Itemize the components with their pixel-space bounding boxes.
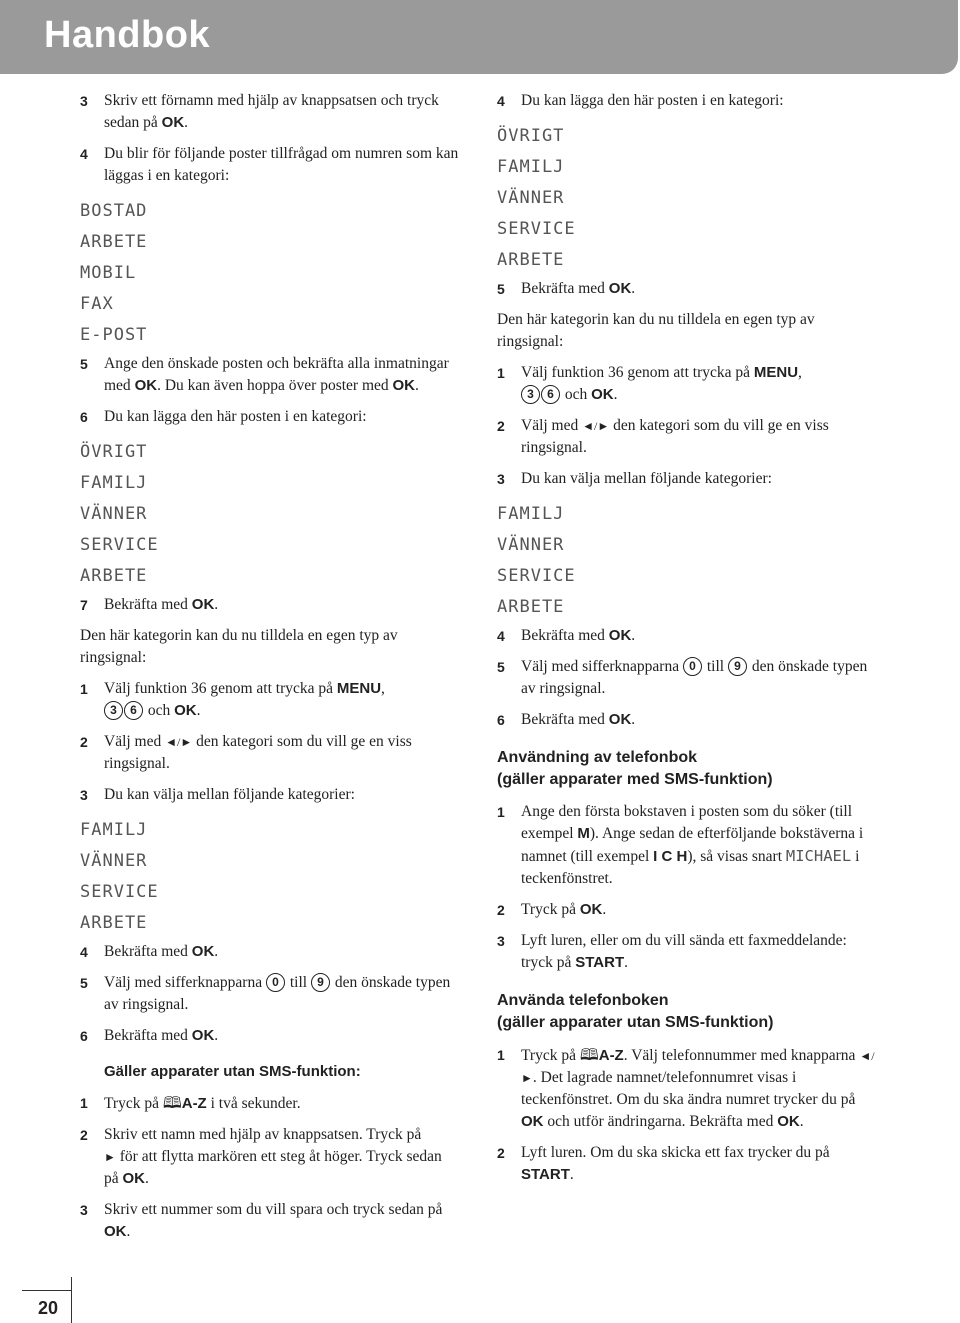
lcd-list-item: SERVICE	[80, 882, 159, 902]
step-number: 2	[80, 1127, 88, 1143]
step-item	[80, 941, 460, 963]
lcd-list-item: SERVICE	[497, 566, 576, 586]
lcd-list-item: VÄNNER	[80, 504, 148, 524]
step-number: 6	[80, 409, 88, 425]
lcd-list	[80, 196, 460, 351]
step-item	[497, 801, 877, 890]
lcd-list-item: ARBETE	[80, 913, 148, 933]
start-key: START	[575, 954, 625, 971]
step-text: .	[799, 1113, 804, 1130]
section-heading	[497, 747, 877, 791]
ok-key: OK	[608, 711, 632, 728]
left-right-arrow-icon: ◄/►	[521, 1049, 875, 1085]
step-number: 2	[80, 734, 88, 750]
step-item	[80, 1124, 460, 1190]
section-heading-line: Använda telefonboken	[497, 992, 669, 1009]
step-text: .	[184, 114, 189, 131]
step-item	[80, 1025, 460, 1047]
step-text: .	[145, 1170, 149, 1187]
digit-6-key-icon: 6	[124, 701, 143, 720]
step-number: 3	[80, 1202, 88, 1218]
step-text: .	[214, 943, 219, 960]
step-number: 2	[497, 418, 505, 434]
ok-key: OK	[104, 1223, 127, 1240]
lcd-list	[80, 815, 460, 939]
step-item	[497, 278, 877, 300]
step-text: till	[702, 658, 728, 675]
section-heading-line: Användning av telefonbok	[497, 749, 698, 766]
book-icon: 🕮	[162, 1093, 182, 1112]
digit-9-key-icon: 9	[728, 657, 747, 676]
step-item	[80, 353, 460, 397]
step-text: Välj med sifferknapparna	[521, 658, 683, 675]
menu-key: MENU	[753, 364, 799, 381]
step-item	[80, 143, 460, 187]
step-item	[80, 678, 460, 722]
step-text: ). Ange sedan de efterföljande bokstäverna i namnet (till exempel	[521, 825, 864, 865]
lcd-list-item: E-POST	[80, 325, 148, 345]
ok-key: OK	[579, 901, 603, 918]
lcd-list	[497, 499, 877, 623]
lcd-list	[497, 121, 877, 276]
step-text: Du kan lägga den här posten i en kategori:	[521, 92, 784, 109]
digit-9-key-icon: 9	[311, 973, 330, 992]
ok-key: OK	[191, 1027, 215, 1044]
left-right-arrow-icon: ◄/►	[165, 735, 193, 749]
step-text: Tryck på	[521, 901, 580, 918]
step-number: 1	[497, 1047, 505, 1063]
az-key: A-Z	[181, 1095, 207, 1112]
step-item	[497, 415, 877, 459]
step-item	[497, 362, 877, 406]
lcd-list-item: ARBETE	[497, 597, 565, 617]
ok-key: OK	[608, 280, 632, 297]
step-text: Skriv ett nummer som du vill spara och tryck sedan på	[104, 1201, 443, 1218]
step-number: 3	[80, 93, 88, 109]
paragraph: Den här kategorin kan du nu tilldela en egen typ av ringsignal:	[80, 627, 398, 666]
step-text: Välj funktion 36 genom att trycka på	[104, 680, 337, 697]
left-right-arrow-icon: ◄/►	[582, 419, 610, 433]
step-number: 1	[497, 804, 505, 820]
lcd-list-item: VÄNNER	[80, 851, 148, 871]
step-number: 5	[497, 281, 505, 297]
step-number: 5	[80, 975, 88, 991]
step-item	[497, 930, 877, 974]
step-text: Lyft luren, eller om du vill sända ett faxmeddelande: tryck på	[521, 932, 847, 971]
lcd-list-item: SERVICE	[80, 535, 159, 555]
left-column	[80, 90, 460, 1252]
step-text: Ange den första bokstaven i posten som du söker (till exempel	[521, 803, 853, 842]
step-text: Bekräfta med	[521, 280, 609, 297]
ok-key: OK	[191, 596, 215, 613]
step-text: .	[126, 1223, 131, 1240]
step-text: .	[196, 702, 201, 719]
step-item	[80, 972, 460, 1016]
step-item	[497, 899, 877, 921]
step-text: Ange den önskade posten och bekräfta alla inmatningar med	[104, 355, 449, 394]
step-text: Skriv ett förnamn med hjälp av knappsatsen och tryck sedan på	[104, 92, 439, 131]
az-key: A-Z	[598, 1047, 624, 1064]
lcd-list-item: ARBETE	[80, 566, 148, 586]
step-text: . Det lagrade namnet/telefonnumret visas i teckenfönstret. Om du ska ändra numret trycker du på	[521, 1069, 856, 1108]
lcd-list-item: FAMILJ	[80, 473, 148, 493]
step-number: 1	[497, 365, 505, 381]
step-number: 2	[497, 1145, 505, 1161]
step-item	[497, 709, 877, 731]
step-number: 3	[497, 933, 505, 949]
menu-key: MENU	[336, 680, 382, 697]
step-text: Skriv ett namn med hjälp av knappsatsen. Tryck på	[104, 1126, 422, 1143]
ok-key: OK	[392, 377, 416, 394]
step-number: 4	[497, 93, 505, 109]
header-bar	[0, 0, 958, 74]
step-text: . Välj telefonnummer med knapparna	[623, 1047, 860, 1064]
step-text: Välj med sifferknapparna	[104, 974, 266, 991]
lcd-list-item: ARBETE	[497, 250, 565, 270]
step-text: Bekräfta med	[521, 627, 609, 644]
section-heading-line: (gäller apparater utan SMS-funktion)	[497, 1014, 774, 1031]
ok-key: OK	[161, 114, 185, 131]
digit-6-key-icon: 6	[541, 385, 560, 404]
step-number: 4	[497, 628, 505, 644]
step-item	[80, 731, 460, 775]
book-icon: 🕮	[579, 1045, 599, 1064]
step-text: . Du kan även hoppa över poster med	[157, 377, 393, 394]
lcd-list-item: VÄNNER	[497, 188, 565, 208]
ok-key: OK	[122, 1170, 146, 1187]
step-text: Välj funktion 36 genom att trycka på	[521, 364, 754, 381]
step-text: Tryck på	[521, 1047, 580, 1064]
step-item	[80, 784, 460, 806]
step-text: .	[214, 596, 219, 613]
step-text: den önskade typen av ringsignal.	[521, 658, 868, 697]
lcd-list-item: BOSTAD	[80, 201, 148, 221]
step-item	[497, 625, 877, 647]
step-text: och	[144, 702, 175, 719]
step-text: Bekräfta med	[104, 596, 192, 613]
ok-key: OK	[608, 627, 632, 644]
step-item	[497, 1044, 877, 1133]
paragraph: Den här kategorin kan du nu tilldela en egen typ av ringsignal:	[497, 311, 815, 350]
step-number: 4	[80, 944, 88, 960]
step-text: i två sekunder.	[206, 1095, 301, 1112]
step-text: den önskade typen av ringsignal.	[104, 974, 451, 1013]
step-item	[497, 90, 877, 112]
step-item	[80, 406, 460, 428]
step-item	[497, 468, 877, 490]
step-number: 6	[80, 1028, 88, 1044]
step-text: .	[214, 1027, 219, 1044]
section-heading	[497, 990, 877, 1034]
step-item	[80, 594, 460, 616]
lcd-list-item: ARBETE	[80, 232, 148, 252]
lcd-list-item: FAMILJ	[497, 504, 565, 524]
lcd-list-item: FAMILJ	[497, 157, 565, 177]
step-text: .	[624, 954, 628, 971]
step-text: den kategori som du vill ge en viss ringsignal.	[104, 733, 412, 772]
lcd-list-item: FAX	[80, 294, 114, 314]
lcd-text: MICHAEL	[785, 847, 852, 865]
page-title: Handbok	[44, 14, 211, 56]
step-text: i teckenfönstret.	[521, 848, 860, 887]
lcd-list-item: VÄNNER	[497, 535, 565, 555]
step-number: 7	[80, 597, 88, 613]
step-text: .	[613, 386, 618, 403]
subheading: Gäller apparater utan SMS-funktion:	[104, 1063, 361, 1080]
step-item	[80, 1092, 460, 1115]
lcd-list-item: SERVICE	[497, 219, 576, 239]
digit-3-key-icon: 3	[521, 385, 540, 404]
step-text: och utför ändringarna. Bekräfta med	[543, 1113, 778, 1130]
step-number: 5	[497, 659, 505, 675]
step-item	[497, 656, 877, 700]
step-number: 4	[80, 146, 88, 162]
right-column	[497, 90, 877, 1195]
lcd-list-item: ÖVRIGT	[497, 126, 565, 146]
step-number: 3	[497, 471, 505, 487]
step-text: .	[631, 711, 636, 728]
step-text: till	[285, 974, 311, 991]
lcd-list	[80, 437, 460, 592]
start-key: START	[521, 1166, 570, 1183]
step-number: 2	[497, 902, 505, 918]
step-text: Bekräfta med	[521, 711, 609, 728]
step-text: ), så visas snart	[687, 848, 786, 865]
step-number: 5	[80, 356, 88, 372]
lcd-list-item: FAMILJ	[80, 820, 148, 840]
step-text: Du kan lägga den här posten i en kategori:	[104, 408, 367, 425]
step-text: för att flytta markören ett steg åt höger. Tryck sedan på	[104, 1148, 442, 1187]
step-text: .	[569, 1166, 574, 1183]
step-text: Lyft luren. Om du ska skicka ett fax trycker du på	[521, 1144, 830, 1161]
step-number: 1	[80, 1095, 88, 1111]
step-text: Du kan välja mellan följande kategorier:	[104, 786, 355, 803]
step-text: ,	[381, 680, 385, 697]
digit-0-key-icon: 0	[683, 657, 702, 676]
step-text: Du kan välja mellan följande kategorier:	[521, 470, 772, 487]
ok-key: OK	[777, 1113, 800, 1130]
step-number: 1	[80, 681, 88, 697]
step-text: den kategori som du vill ge en viss ringsignal.	[521, 417, 829, 456]
page-number: 20	[38, 1298, 59, 1318]
step-item	[497, 1142, 877, 1186]
step-item	[80, 90, 460, 134]
step-text: och	[561, 386, 592, 403]
step-text: Bekräfta med	[104, 1027, 192, 1044]
step-text: Välj med	[521, 417, 583, 434]
step-text: Du blir för följande poster tillfrågad om numren som kan läggas i en kategori:	[104, 145, 459, 184]
right-arrow-icon: ►	[104, 1150, 116, 1164]
m-key: M	[577, 825, 590, 842]
step-text: .	[415, 377, 419, 394]
step-text: .	[631, 280, 636, 297]
page-corner-line	[71, 1277, 72, 1323]
lcd-list-item: ÖVRIGT	[80, 442, 148, 462]
ok-key: OK	[591, 386, 614, 403]
step-number: 3	[80, 787, 88, 803]
digit-0-key-icon: 0	[266, 973, 285, 992]
digit-3-key-icon: 3	[104, 701, 123, 720]
step-text: Tryck på	[104, 1095, 163, 1112]
ok-key: OK	[191, 943, 215, 960]
lcd-list-item: MOBIL	[80, 263, 137, 283]
page-corner-line	[22, 1290, 71, 1291]
step-text: ,	[798, 364, 802, 381]
step-text: Välj med	[104, 733, 166, 750]
section-heading-line: (gäller apparater med SMS-funktion)	[497, 771, 773, 788]
step-number: 6	[497, 712, 505, 728]
ok-key: OK	[174, 702, 197, 719]
step-item	[80, 1199, 460, 1243]
step-text: .	[602, 901, 607, 918]
step-text: Bekräfta med	[104, 943, 192, 960]
ich-keys: I C H	[653, 848, 688, 865]
ok-key: OK	[521, 1113, 544, 1130]
step-text: .	[631, 627, 636, 644]
ok-key: OK	[134, 377, 158, 394]
